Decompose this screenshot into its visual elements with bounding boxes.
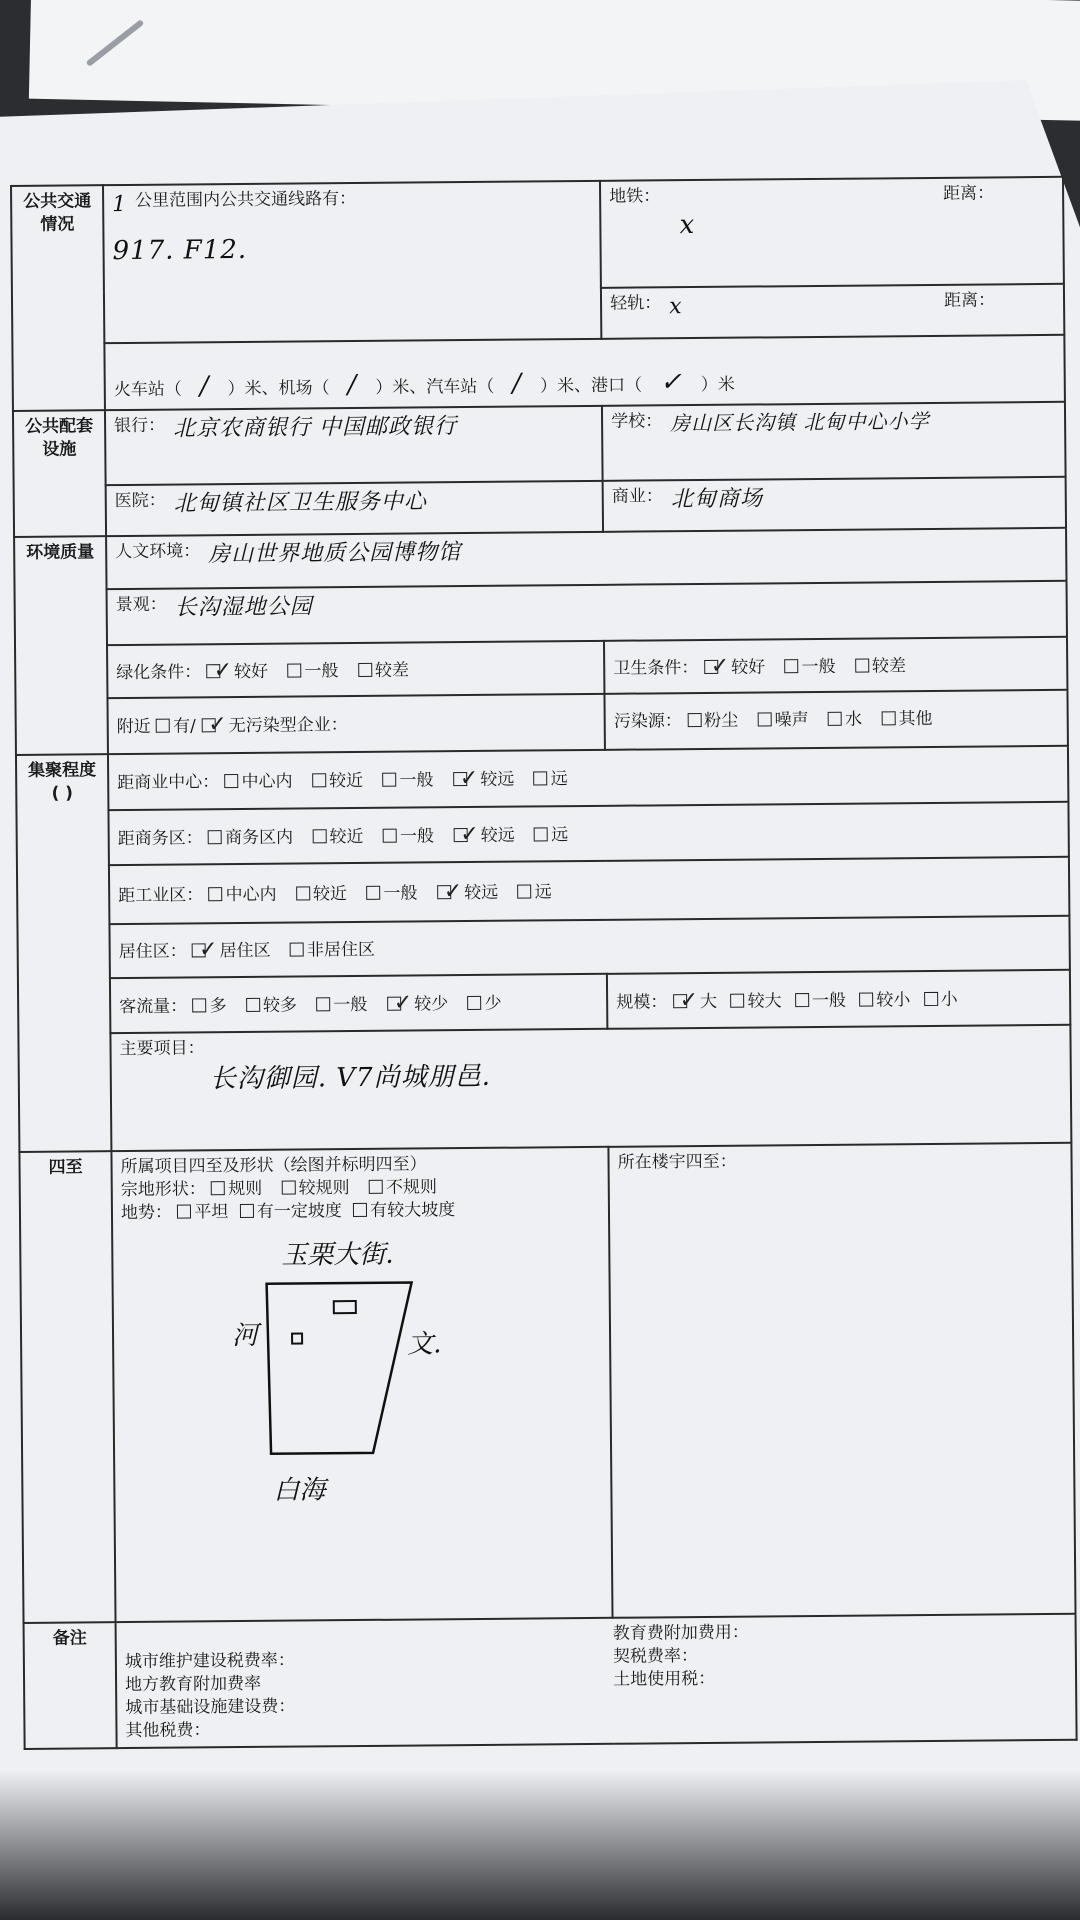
terrain-option-2[interactable]: 有较大坡度 [353,1200,455,1221]
airport-mark: / [347,369,358,400]
shape-option-2[interactable]: 不规则 [369,1177,437,1198]
port-mark: ✓ [659,366,683,397]
survey-form [10,176,1078,1750]
remarks-left-cell [116,1617,614,1748]
green-option-good[interactable]: ✓ 较好 [207,662,269,683]
res-option-0[interactable]: ✓ 居住区 [192,941,271,962]
sanitation-cell [604,637,1067,695]
bus-station-label: ）米、汽车站（ [375,376,495,398]
hospital-value: 北甸镇社区卫生服务中心 [173,488,427,517]
light-rail-label: 轻轨： [610,293,662,314]
subway-distance-label: 距离： [943,183,995,204]
industry-label: 距工业区： [118,885,204,906]
port-label: ）米、港口（ [539,375,643,396]
remark-other: 其他税费： [125,1720,211,1742]
remark-local-edu: 地方教育附加费率 [125,1674,262,1696]
commerce-label: 商业： [611,485,663,507]
terrain-option-1[interactable]: 有一定坡度 [240,1201,342,1222]
culture-cell [106,528,1066,590]
sc-option-1[interactable]: 较大 [730,991,781,1011]
tf-option-4[interactable]: 少 [468,993,502,1013]
check-icon: ✓ [198,937,218,963]
train-station-label: 火车站（ [113,379,182,400]
transport-header: 公共交通情况 [11,185,105,410]
scale-label: 规模： [616,991,668,1013]
tf-option-0[interactable]: 多 [192,996,226,1016]
landscape-cell [107,581,1067,645]
pollution-cell [605,690,1068,750]
light-rail-cell [601,284,1064,339]
commerce-value: 北甸商场 [670,485,764,512]
green-cell [107,641,605,699]
school-value: 房山区长沟镇 北甸中心小学 [670,408,930,435]
pollution-option-noise[interactable]: 噪声 [758,710,809,730]
subway-value: x [679,209,696,241]
scale-cell [607,969,1070,1029]
business-cell [108,801,1068,865]
cc-option-0[interactable]: 中心内 [225,772,293,793]
landscape-value: 长沟湿地公园 [174,594,313,621]
nearby-option-yes[interactable]: 有/ [156,717,196,737]
traffic-label: 客流量： [119,996,188,1017]
pollution-option-other[interactable]: 其他 [881,709,932,729]
industry-cell [109,857,1069,924]
sc-option-0[interactable]: ✓ 大 [673,991,718,1011]
train-station-mark: / [199,370,210,401]
building-boundary-label: 所在楼宇四至： [617,1151,737,1173]
ind-option-2[interactable]: 一般 [366,883,417,903]
traffic-cell [110,973,608,1033]
shape-label: 宗地形状： [120,1179,206,1200]
hospital-cell [106,480,604,536]
check-icon: ✓ [679,987,699,1013]
main-projects-value: 长沟御园. V7尚城朋邑. [209,1062,492,1095]
shape-option-1[interactable]: 较规则 [281,1178,349,1199]
culture-label: 人文环境： [115,541,201,562]
remarks-right-cell [613,1613,1077,1743]
environment-header: 环境质量 [14,536,108,755]
check-icon: ✓ [710,653,730,679]
cc-option-3[interactable]: ✓ 较远 [453,770,515,791]
site-sketch-drawing [121,1222,504,1525]
sanitation-option-good[interactable]: ✓ 较好 [704,657,766,678]
sanitation-option-normal[interactable]: 一般 [785,657,836,677]
sc-option-3[interactable]: 较小 [859,990,910,1010]
cc-option-2[interactable]: 一般 [382,770,433,790]
bz-option-4[interactable]: 远 [534,825,568,845]
km-value: 1 [112,191,128,218]
business-label: 距商务区： [117,828,203,849]
meter-label: ）米 [700,374,735,395]
bz-option-0[interactable]: 商务区内 [208,827,293,848]
remark-infrastructure: 城市基础设施建设费： [125,1696,296,1719]
main-projects-cell [110,1025,1071,1151]
ind-option-0[interactable]: 中心内 [209,885,277,906]
hospital-label: 医院： [114,490,166,511]
green-option-poor[interactable]: 较差 [358,660,409,680]
check-icon: ✓ [443,878,463,905]
boundary-header: 四至 [19,1151,115,1622]
sketch-north: 玉栗大街. [281,1239,394,1271]
green-label: 绿化条件： [116,662,202,683]
sketch-east: 文. [407,1329,442,1360]
bz-option-1[interactable]: 较近 [312,827,363,847]
bz-option-3[interactable]: ✓ 较远 [453,825,515,846]
check-icon: ✓ [213,657,233,684]
stations-cell [104,335,1065,410]
sc-option-4[interactable]: 小 [924,989,958,1009]
residential-cell [109,916,1069,978]
remark-edu-surcharge: 教育费附加费用： [612,1622,749,1644]
ind-option-3[interactable]: ✓ 较远 [437,883,499,904]
cc-option-1[interactable]: 较近 [312,771,363,791]
remark-land-tax: 土地使用税： [613,1668,716,1690]
shape-option-0[interactable]: 规则 [211,1179,262,1199]
sketch-south: 白海 [273,1475,326,1506]
ind-option-4[interactable]: 远 [518,882,552,902]
building-boundary-cell [609,1143,1076,1618]
commerce-center-label: 距商业中心： [117,772,220,794]
project-boundary-cell [111,1147,612,1622]
tf-option-1[interactable]: 较多 [246,995,297,1015]
tf-option-3[interactable]: ✓ 较少 [387,994,449,1015]
sketch-west: 河 [231,1320,259,1351]
school-cell [602,401,1066,480]
check-icon: ✓ [208,712,227,738]
bus-station-mark: / [512,368,523,399]
terrain-label: 地势： [120,1202,173,1223]
facilities-header: 公共配套设施 [13,410,106,537]
subway-label: 地铁： [609,186,661,207]
main-projects-label: 主要项目： [119,1038,205,1060]
desk-shadow [0,1770,1080,1920]
remarks-header: 备注 [24,1622,117,1749]
project-boundary-title: 所属项目四至及形状（绘图并标明四至） [120,1154,427,1178]
commerce-center-cell [108,746,1068,810]
bank-label: 银行： [114,415,166,436]
tf-option-2[interactable]: 一般 [316,995,367,1015]
light-rail-value: x [669,294,683,320]
check-icon: ✓ [459,765,479,792]
green-option-normal[interactable]: 一般 [287,661,338,681]
culture-value: 房山世界地质公园博物馆 [208,539,462,568]
sanitation-label: 卫生条件： [613,657,699,679]
pollution-option-water[interactable]: 水 [828,709,862,729]
school-label: 学校： [611,410,663,432]
cluster-header: 集聚程度 ( ) [16,754,111,1152]
building-marker [334,1301,356,1313]
routes-label: 公里范围内公共交通线路有： [135,188,357,211]
pollution-label: 污染源： [613,710,682,732]
nearby-label: 附近 [116,717,151,738]
routes-value: 917. F12. [112,234,248,266]
bank-cell [105,405,603,484]
nearby-option-none[interactable]: ✓ 无污染型企业： [201,715,348,736]
commerce-cell [603,476,1066,531]
terrain-option-0[interactable]: 平坦 [177,1202,228,1222]
sc-option-2[interactable]: 一般 [795,990,846,1010]
ind-option-1[interactable]: 较近 [296,884,347,904]
res-option-1[interactable]: 非居住区 [290,940,375,961]
remark-maintenance-tax: 城市维护建设税费率： [124,1650,295,1673]
cluster-paren: ( ) [51,783,74,804]
landscape-label: 景观： [115,594,167,616]
check-icon: ✓ [460,821,479,847]
bz-option-2[interactable]: 一般 [383,826,434,846]
nearby-cell [107,694,605,754]
sanitation-option-poor[interactable]: 较差 [855,656,906,676]
residential-label: 居住区： [118,941,187,963]
subway-cell [600,177,1064,288]
pollution-option-dust[interactable]: 粉尘 [687,710,738,730]
check-icon: ✓ [393,990,413,1016]
airport-label: ）米、机场（ [227,377,330,399]
building-marker [292,1333,302,1343]
site-sketch [121,1221,603,1525]
light-rail-distance-label: 距离： [943,290,996,311]
remark-deed-tax: 契税费率： [612,1645,699,1667]
routes-cell [103,181,601,344]
site-outline [267,1282,413,1453]
bank-value: 北京农商银行 中国邮政银行 [173,413,458,442]
cc-option-4[interactable]: 远 [534,769,568,789]
